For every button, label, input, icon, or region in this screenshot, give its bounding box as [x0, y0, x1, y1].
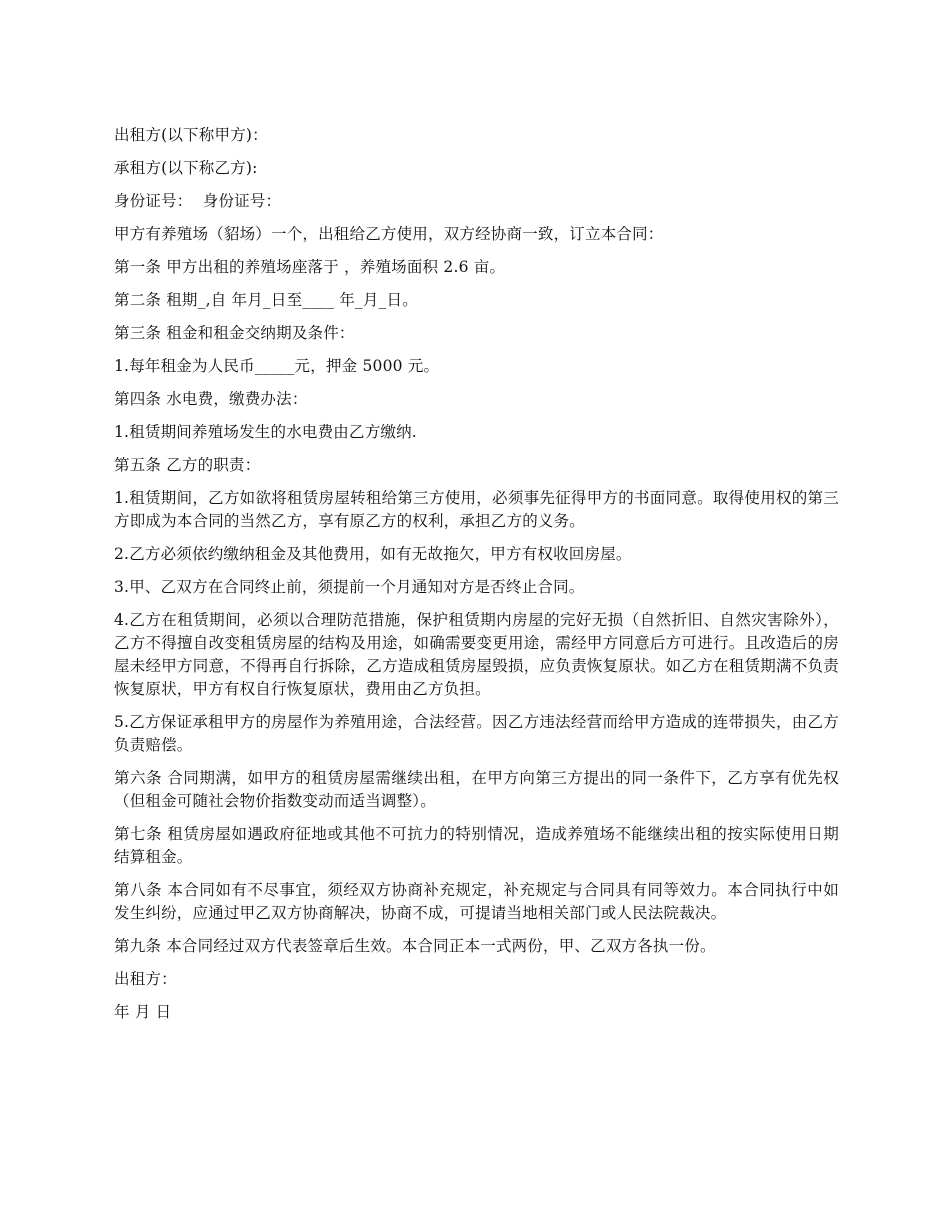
preamble: 甲方有养殖场（貂场）一个，出租给乙方使用，双方经协商一致，订立本合同： [114, 225, 664, 243]
lessee-line: 承租方(以下称乙方): [114, 159, 258, 177]
article-5: 第五条 乙方的职责： [114, 456, 261, 474]
lessor-line: 出租方(以下称甲方)： [114, 126, 268, 144]
article-5-item-3: 3.甲、乙双方在合同终止前，须提前一个月通知对方是否终止合同。 [114, 578, 585, 596]
article-8: 第八条 本合同如有不尽事宜，须经双方协商补充规定，补充规定与合同具有同等效力。本合同执行中如发生纠纷，应通过甲乙双方协商解决，协商不成，可提请当地相关部门或人民法院裁决。 [114, 881, 839, 922]
article-5-item-1: 1.租赁期间，乙方如欲将租赁房屋转租给第三方使用，必须事先征得甲方的书面同意。取得使用权的第三方即成为本合同的当然乙方，享有原乙方的权利，承担乙方的义务。 [114, 489, 839, 530]
article-5-item-5: 5.乙方保证承租甲方的房屋作为养殖用途，合法经营。因乙方违法经营而给甲方造成的连带损失，由乙方负责赔偿。 [114, 713, 839, 754]
article-9: 第九条 本合同经过双方代表签章后生效。本合同正本一式两份，甲、乙双方各执一份。 [114, 937, 716, 955]
article-4-item-1: 1.租赁期间养殖场发生的水电费由乙方缴纳. [114, 423, 417, 441]
article-3: 第三条 租金和租金交纳期及条件： [114, 324, 355, 342]
article-5-item-4: 4.乙方在租赁期间，必须以合理防范措施，保护租赁期内房屋的完好无损（自然折旧、自然灾害除外），乙方不得擅自改变租赁房屋的结构及用途，如确需要变更用途，需经甲方同意后方可进行。且改造后的房屋未经甲方同意，不得再自行拆除，乙方造成租赁房屋毁损，应负责恢复原状。如乙方在租赁期满不负责恢复原状，甲方有权自行恢复原状，费用由乙方负担。 [114, 611, 839, 698]
article-3-item-1: 1.每年租金为人民币_____元，押金 5000 元。 [114, 357, 440, 375]
article-6: 第六条 合同期满，如甲方的租赁房屋需继续出租，在甲方向第三方提出的同一条件下，乙方享有优先权（但租金可随社会物价指数变动而适当调整）。 [114, 769, 839, 810]
contract-document [114, 124, 839, 1034]
signature-date: 年 月 日 [114, 1003, 172, 1021]
article-1: 第一条 甲方出租的养殖场座落于 ，养殖场面积 2.6 亩。 [114, 258, 506, 276]
article-5-item-2: 2.乙方必须依约缴纳租金及其他费用，如有无故拖欠，甲方有权收回房屋。 [114, 545, 632, 563]
article-4: 第四条 水电费，缴费办法： [114, 390, 308, 408]
article-2: 第二条 租期_,自 年月_日至____ 年_月_日。 [114, 291, 418, 309]
signature-lessor: 出租方： [114, 970, 177, 988]
article-7: 第七条 租赁房屋如遇政府征地或其他不可抗力的特别情况，造成养殖场不能继续出租的按实际使用日期结算租金。 [114, 825, 839, 866]
id-number-line: 身份证号： 身份证号： [114, 192, 282, 210]
